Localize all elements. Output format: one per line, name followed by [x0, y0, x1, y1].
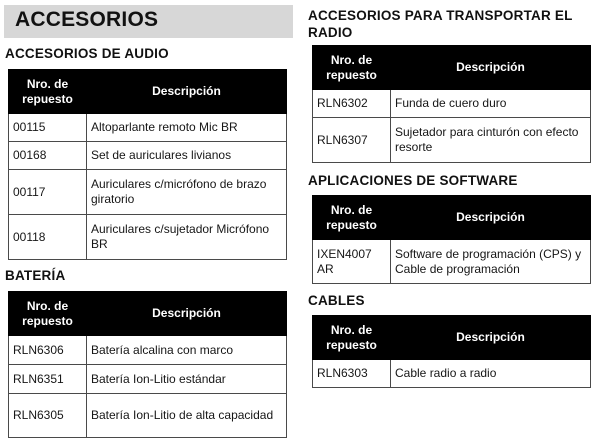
table-row — [9, 336, 287, 365]
table-row — [313, 118, 591, 163]
description-cell: Sujetador para cinturón con efecto resorte — [391, 118, 591, 163]
part-number-cell: RLN6303 — [313, 360, 391, 388]
table-header-row — [313, 196, 591, 240]
description-cell: Auriculares c/micrófono de brazo giratorio — [87, 170, 287, 215]
part-number-cell: RLN6302 — [313, 90, 391, 118]
part-number-header: Nro. de repuesto — [9, 70, 87, 114]
description-cell: Funda de cuero duro — [391, 90, 591, 118]
part-number-cell: 00117 — [9, 170, 87, 215]
software-table — [312, 195, 591, 284]
section-heading-battery: BATERÍA — [5, 268, 66, 283]
part-number-cell: RLN6307 — [313, 118, 391, 163]
description-cell: Batería Ion-Litio de alta capacidad — [87, 394, 287, 438]
part-number-cell: RLN6306 — [9, 336, 87, 365]
description-cell: Auriculares c/sujetador Micrófono BR — [87, 215, 287, 260]
part-number-header: Nro. de repuesto — [313, 196, 391, 240]
description-header: Descripción — [87, 70, 287, 114]
table-row — [313, 360, 591, 388]
carry-accessories-table — [312, 45, 591, 163]
description-header: Descripción — [391, 46, 591, 90]
part-number-cell: 00118 — [9, 215, 87, 260]
table-row — [9, 170, 287, 215]
audio-accessories-table — [8, 69, 287, 260]
table-row — [9, 142, 287, 170]
table-header-row — [9, 292, 287, 336]
description-cell: Batería alcalina con marco — [87, 336, 287, 365]
description-cell: Software de programación (CPS) y Cable de programación — [391, 240, 591, 284]
section-heading-cables: CABLES — [308, 293, 365, 308]
part-number-cell: 00168 — [9, 142, 87, 170]
description-header: Descripción — [391, 316, 591, 360]
part-number-header: Nro. de repuesto — [9, 292, 87, 336]
table-header-row — [313, 316, 591, 360]
table-row — [9, 114, 287, 142]
description-header: Descripción — [391, 196, 591, 240]
cables-table — [312, 315, 591, 388]
section-heading-carry: ACCESORIOS PARA TRANSPORTAR EL RADIO — [308, 8, 573, 40]
table-header-row — [313, 46, 591, 90]
description-cell: Batería Ion-Litio estándar — [87, 365, 287, 394]
section-heading-software: APLICACIONES DE SOFTWARE — [308, 173, 518, 188]
battery-table — [8, 291, 287, 438]
part-number-header: Nro. de repuesto — [313, 316, 391, 360]
table-header-row — [9, 70, 287, 114]
table-row — [9, 215, 287, 260]
table-row — [313, 90, 591, 118]
table-row — [9, 394, 287, 438]
page-title: ACCESORIOS — [4, 5, 293, 38]
part-number-cell: IXEN4007 AR — [313, 240, 391, 284]
section-heading-audio: ACCESORIOS DE AUDIO — [5, 46, 169, 61]
part-number-cell: RLN6351 — [9, 365, 87, 394]
part-number-cell: RLN6305 — [9, 394, 87, 438]
description-header: Descripción — [87, 292, 287, 336]
description-cell: Altoparlante remoto Mic BR — [87, 114, 287, 142]
description-cell: Cable radio a radio — [391, 360, 591, 388]
part-number-header: Nro. de repuesto — [313, 46, 391, 90]
part-number-cell: 00115 — [9, 114, 87, 142]
table-row — [313, 240, 591, 284]
description-cell: Set de auriculares livianos — [87, 142, 287, 170]
table-row — [9, 365, 287, 394]
